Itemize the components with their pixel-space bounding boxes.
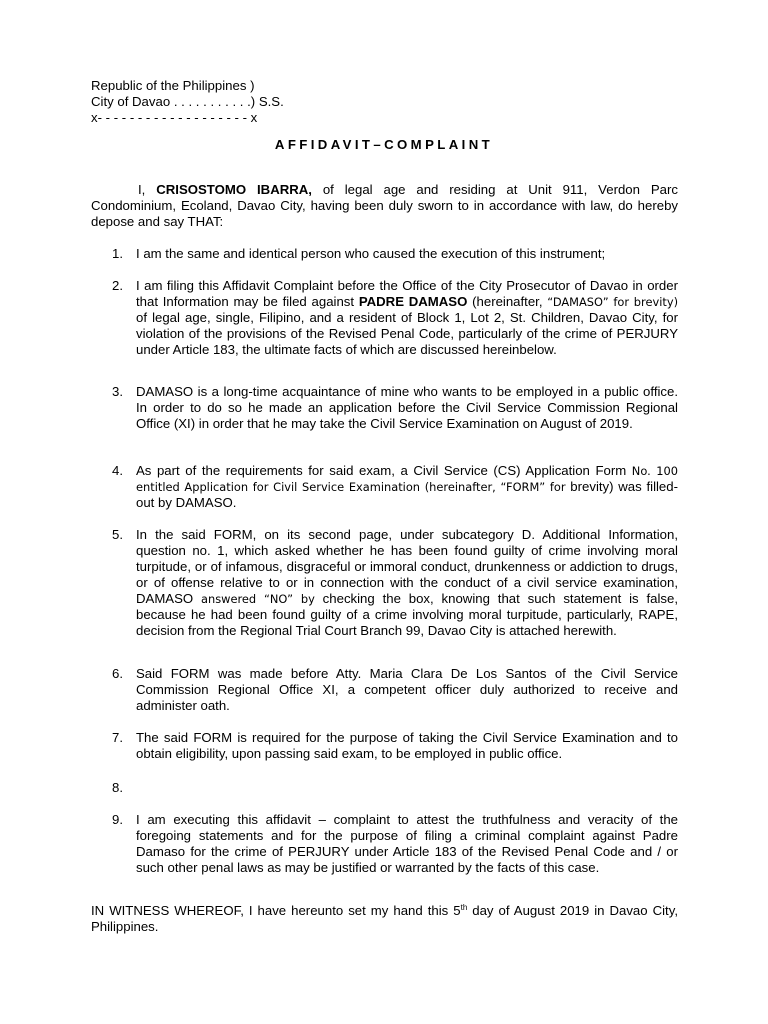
paragraph-text: Said FORM was made before Atty. Maria Clara De Los Santos of the Civil Service Commission Regional Office XI, a competent officer duly authorized to receive and administer oath.: [136, 666, 678, 713]
paragraph-number: 7.: [112, 730, 123, 745]
paragraph-text: I am executing this affidavit – complaint to attest the truthfulness and veracity of the foregoing statements and for the purpose of filing a criminal complaint against Padre Damaso for the crime of PERJURY under Article 183 of the Revised Penal Code and / or such other penal laws as may be justified or warranted by the facts of this case.: [136, 812, 678, 875]
paragraph-1: [112, 246, 678, 262]
paragraph-number: 6.: [112, 666, 123, 681]
ordinal-suffix: th: [460, 903, 468, 912]
paragraph-9: [112, 812, 678, 876]
paragraph-text: I am filing this Affidavit Complaint before the Office of the City Prosecutor of Davao in order that Information may be filed against PADRE DAMASO (hereinafter, “DAMASO” for brevity) of legal age, single, Filipino, and a resident of Block 1, Lot 2, St. Children, Davao City, for violation of the provisions of the Revised Penal Code, particularly of the crime of PERJURY under Article 183, the ultimate facts of which are discussed hereinbelow.: [136, 278, 679, 357]
paragraph-text: The said FORM is required for the purpose of taking the Civil Service Examination and to obtain eligibility, upon passing said exam, to be employed in public office.: [136, 730, 678, 761]
intro-paragraph: [91, 182, 678, 230]
paragraph-number: 9.: [112, 812, 123, 827]
intro-prefix: I,: [138, 182, 157, 197]
caption-separator: x- - - - - - - - - - - - - - - - - - - x: [91, 110, 258, 125]
paragraph-4: [112, 463, 678, 511]
document-title: AFFIDAVIT–COMPLAINT: [274, 137, 494, 152]
paragraph-number: 8.: [112, 780, 123, 795]
paragraph-number: 5.: [112, 527, 123, 542]
paragraph-text: As part of the requirements for said exam, a Civil Service (CS) Application Form No. 100 entitled Application for Civil Service Examination (hereinafter, “FORM” for brevity) was filled-out by DAMASO.: [136, 463, 678, 510]
paragraph-2: [112, 278, 678, 358]
paragraph-5: [112, 527, 678, 639]
affiant-name: CRISOSTOMO IBARRA,: [156, 182, 312, 197]
intro-rest: of legal age and residing at Unit 911, Verdon Parc Condominium, Ecoland, Davao City, having been duly sworn to in accordance with law, do hereby depose and say THAT:: [91, 182, 678, 229]
paragraph-number: 1.: [112, 246, 123, 261]
caption-city: City of Davao . . . . . . . . . . .) S.S.: [91, 94, 284, 109]
venue-caption: [91, 78, 284, 126]
paragraph-number: 2.: [112, 278, 123, 293]
witness-clause: IN WITNESS WHEREOF, I have hereunto set my hand this 5th day of August 2019 in Davao City, Philippines.: [91, 903, 678, 934]
paragraph-number: 3.: [112, 384, 123, 399]
paragraph-number: 4.: [112, 463, 123, 478]
paragraph-3: [112, 384, 678, 432]
caption-republic: Republic of the Philippines ): [91, 78, 255, 93]
respondent-name: PADRE DAMASO: [358, 294, 468, 309]
paragraph-text: I am the same and identical person who caused the execution of this instrument;: [136, 246, 606, 261]
paragraph-6: [112, 666, 678, 714]
paragraph-text: DAMASO is a long-time acquaintance of mine who wants to be employed in a public office. In order to do so he made an application before the Civil Service Commission Regional Office (XI) in order that he may take the Civil Service Examination on August of 2019.: [136, 384, 678, 431]
paragraph-7: [112, 730, 678, 762]
paragraph-text: In the said FORM, on its second page, under subcategory D. Additional Information, question no. 1, which asked whether he has been found guilty of crime involving moral turpitude, or of infamous, disgraceful or immoral conduct, drunkenness or addiction to drugs, or of offense relative to or in connection with the conduct of a civil service examination, DAMASO answered “NO” by checking the box, knowing that such statement is false, because he had been found guilty of a crime involving moral turpitude, particularly, RAPE, decision from the Regional Trial Court Branch 99, Davao City is attached herewith.: [136, 527, 678, 638]
